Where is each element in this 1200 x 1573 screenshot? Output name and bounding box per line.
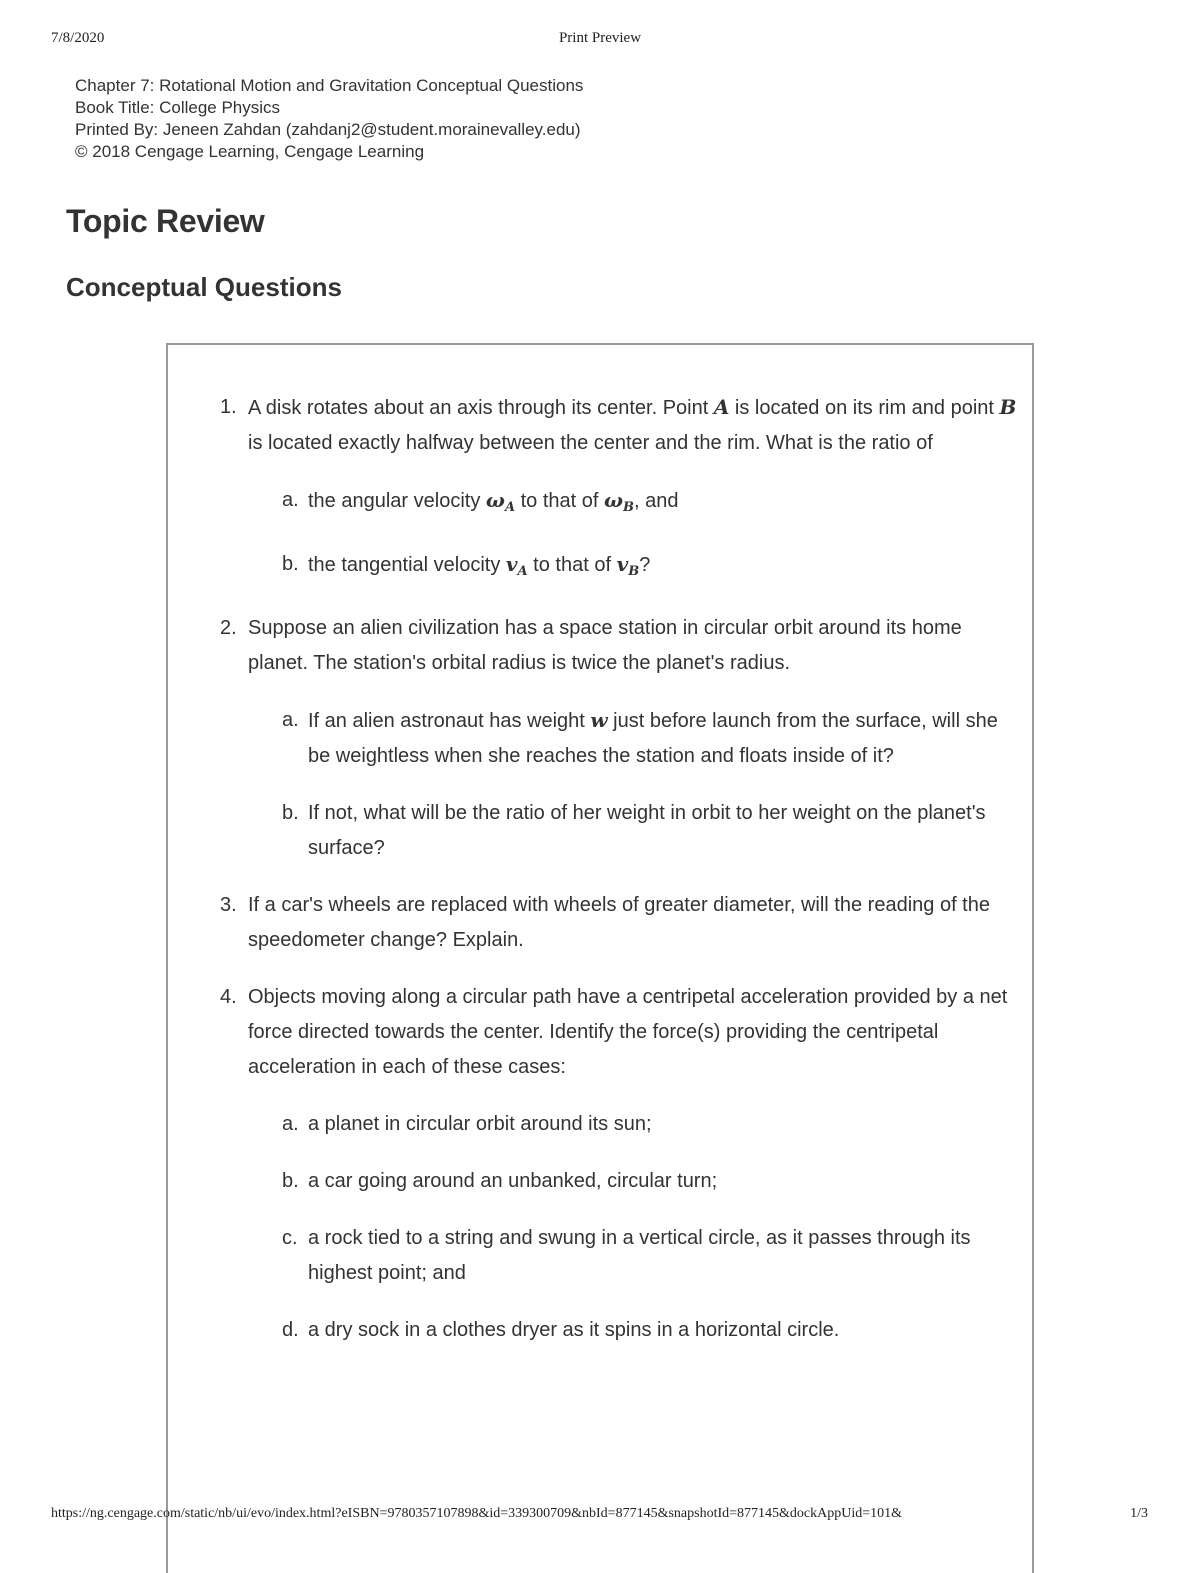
math-variable: $v_A$ [505, 552, 528, 579]
question-3 [220, 888, 1018, 958]
sub-question-letter: d. [282, 1319, 299, 1341]
sub-question-letter: c. [282, 1227, 298, 1249]
question-text: If a car's wheels are replaced with wheels of greater diameter, will the reading of the speedometer change? Explain. [248, 894, 990, 951]
sub-question-list [248, 483, 1018, 589]
sub-question-letter: a. [282, 709, 299, 731]
sub-question-2a: a. If an alien astronaut has weight w just before launch from the surface, will she be weightless when she reaches the station and floats inside of it? [308, 703, 1018, 774]
math-variable: $\omega_A$ [485, 488, 516, 515]
sub-question-4a: a. a planet in circular orbit around its sun; [308, 1107, 1018, 1142]
sub-question-letter: b. [282, 802, 299, 824]
question-2 [220, 611, 1018, 866]
question-number: 3. [220, 894, 237, 916]
question-text: Objects moving along a circular path have a centripetal acceleration provided by a net force directed towards the center. Identify the force(s) providing the centripetal acceleration in each of these cases: [248, 986, 1008, 1078]
math-variable: B [999, 395, 1017, 419]
chapter-line: Chapter 7: Rotational Motion and Gravitation Conceptual Questions [75, 76, 584, 95]
sub-question-letter: b. [282, 553, 299, 575]
questions-box [166, 343, 1034, 1573]
math-variable: A [713, 395, 730, 419]
print-date: 7/8/2020 [51, 30, 105, 46]
sub-question-2b: b. If not, what will be the ratio of her weight in orbit to her weight on the planet's surface? [308, 796, 1018, 866]
question-text: A disk rotates about an axis through its center. Point A is located on its rim and point B is located exactly halfway between the center and the rim. What is the ratio of [248, 395, 1017, 454]
page-number: 1/3 [1130, 1506, 1148, 1521]
question-number: 2. [220, 617, 237, 639]
document-meta [75, 75, 583, 163]
sub-question-letter: a. [282, 489, 299, 511]
question-number: 4. [220, 986, 237, 1008]
math-variable: $v_B$ [616, 552, 640, 579]
sub-question-4b: b. a car going around an unbanked, circular turn; [308, 1164, 1018, 1199]
page-title: Topic Review [66, 203, 265, 239]
question-text: Suppose an alien civilization has a space station in circular orbit around its home planet. The station's orbital radius is twice the planet's radius. [248, 617, 962, 674]
copyright-line: © 2018 Cengage Learning, Cengage Learning [75, 142, 425, 161]
question-list [220, 390, 1018, 1370]
book-title-line: Book Title: College Physics [75, 98, 281, 117]
sub-question-4c: c. a rock tied to a string and swung in a vertical circle, as it passes through its highest point; and [308, 1221, 1018, 1291]
section-title: Conceptual Questions [66, 272, 342, 302]
sub-question-1a: a. the angular velocity $\omega_A$ to that of $\omega_B$, and [308, 483, 1018, 525]
sub-question-letter: a. [282, 1113, 299, 1135]
math-variable: w [590, 708, 608, 732]
print-preview-title: Print Preview [558, 30, 642, 46]
question-4 [220, 980, 1018, 1348]
sub-question-list [248, 1107, 1018, 1348]
print-url: https://ng.cengage.com/static/nb/ui/evo/index.html?eISBN=9780357107898&id=339300709&nbId=877145&snapshotId=877145&dockAppUid=101& [51, 1506, 903, 1521]
printed-by-line: Printed By: Jeneen Zahdan (zahdanj2@student.morainevalley.edu) [75, 120, 581, 139]
sub-question-list [248, 703, 1018, 866]
question-number: 1. [220, 396, 237, 418]
sub-question-letter: b. [282, 1170, 299, 1192]
sub-question-1b: b. the tangential velocity $v_A$ to that of $v_B$? [308, 547, 1018, 589]
question-1 [220, 390, 1018, 589]
sub-question-4d: d. a dry sock in a clothes dryer as it spins in a horizontal circle. [308, 1313, 1018, 1348]
math-variable: $\omega_B$ [603, 488, 635, 515]
